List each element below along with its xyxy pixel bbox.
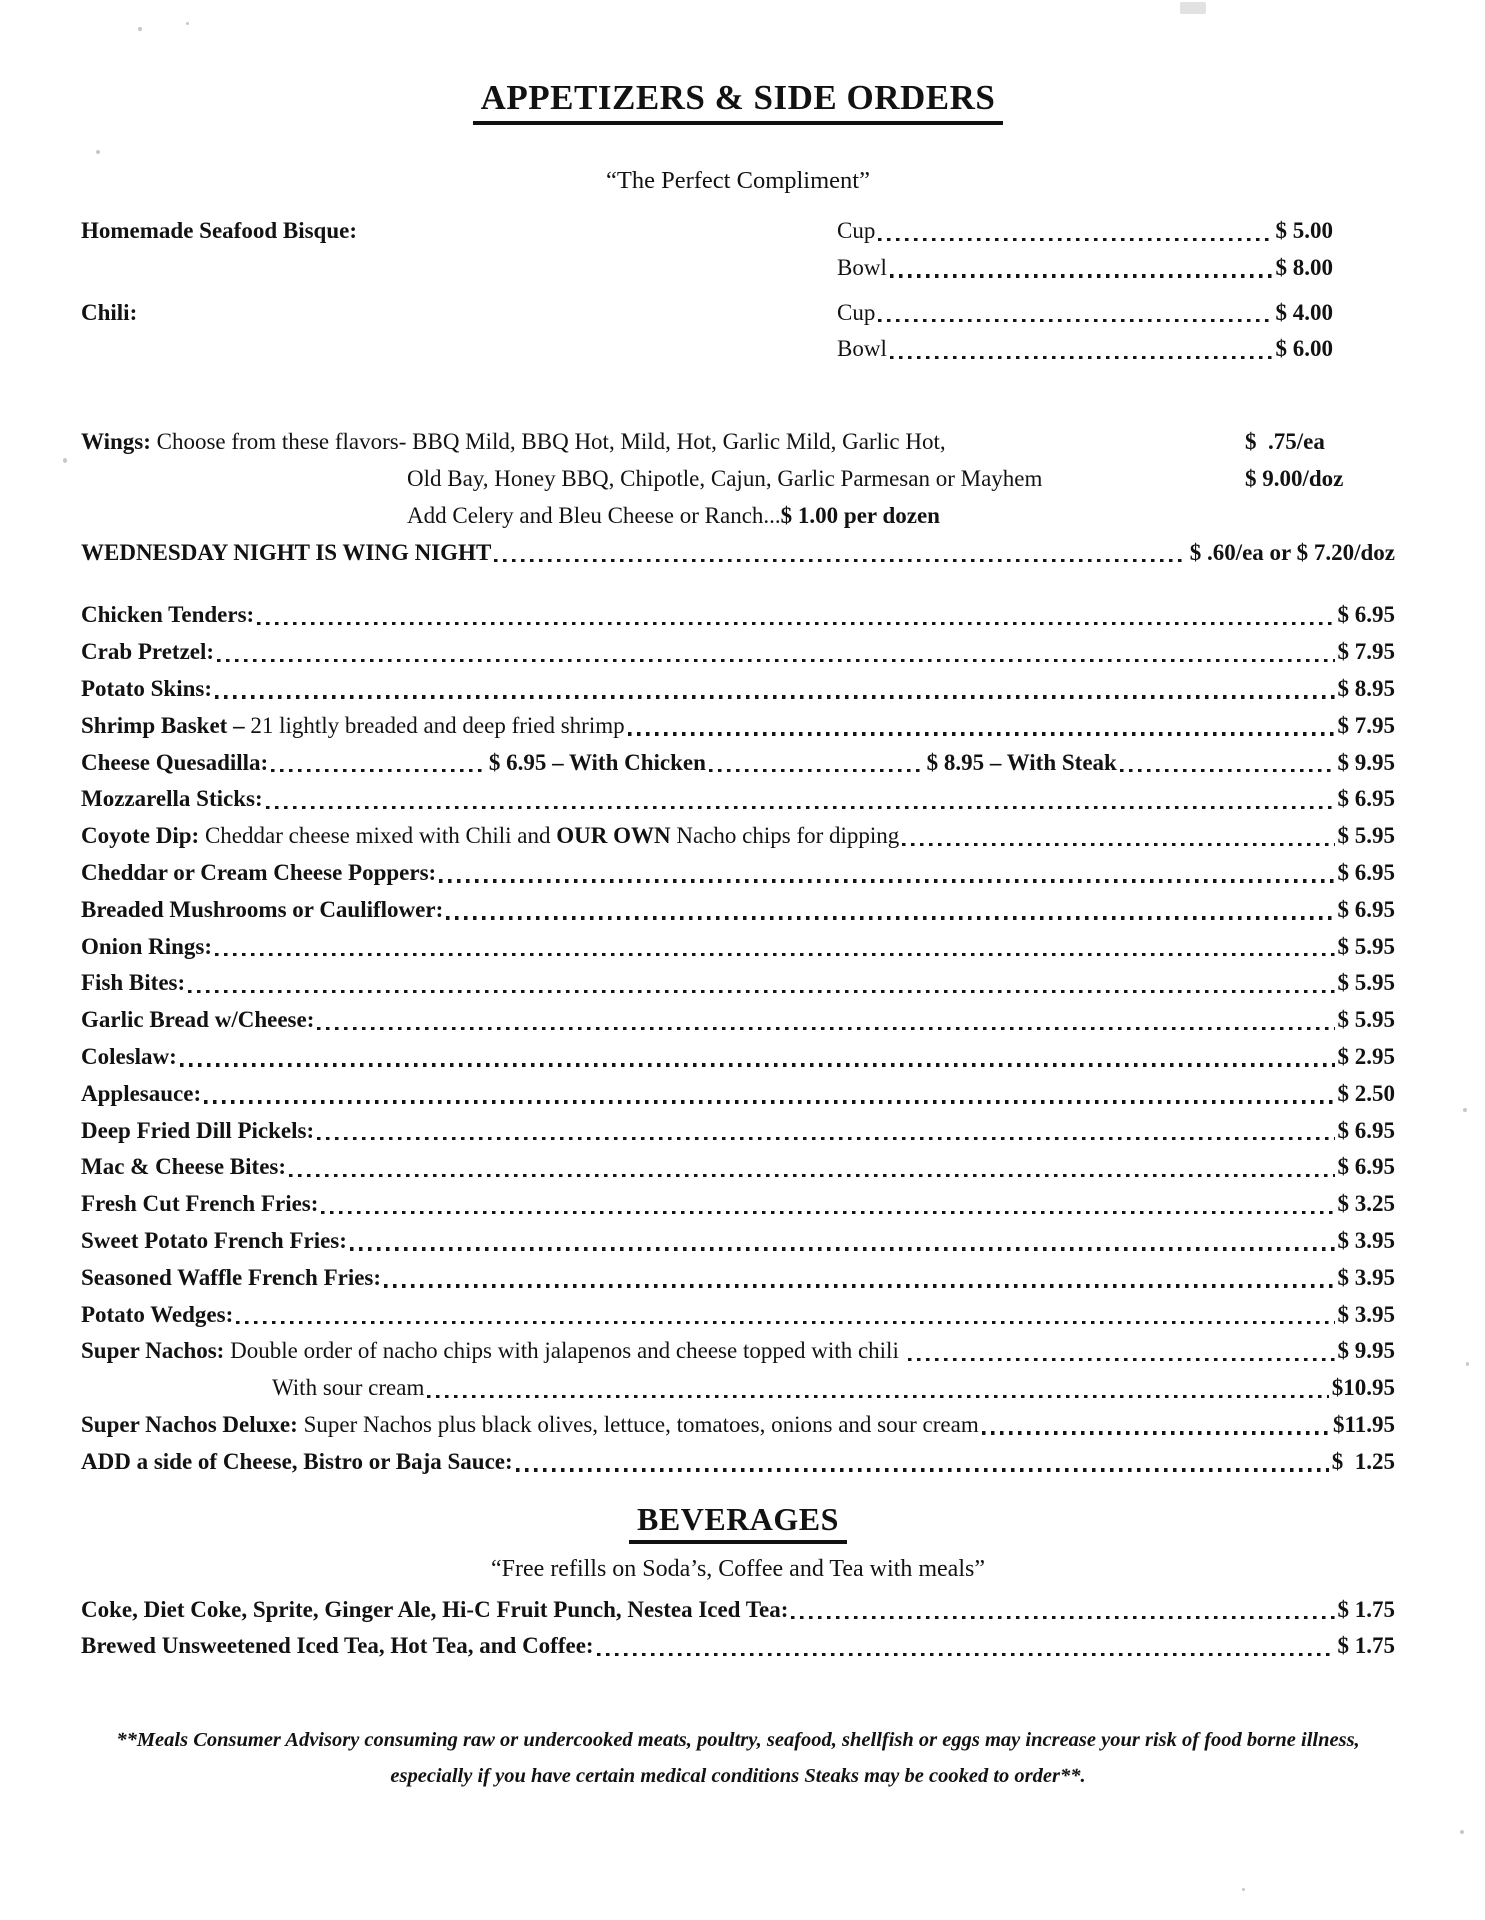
price: $11.95 bbox=[1333, 1412, 1395, 1437]
wings-flavors-2: Old Bay, Honey BBQ, Chipotle, Cajun, Garlic Parmesan or Mayhem bbox=[407, 466, 1043, 492]
scan-speck bbox=[1242, 1888, 1245, 1891]
size-label: Bowl bbox=[837, 336, 887, 362]
scan-speck bbox=[1463, 1108, 1467, 1112]
item-text: Brewed Unsweetened Iced Tea, Hot Tea, and Coffee: bbox=[81, 1633, 594, 1659]
soup-size-row bbox=[837, 331, 1333, 368]
scan-speck bbox=[186, 22, 189, 25]
price: $ 2.95 bbox=[1337, 1044, 1395, 1070]
page-subtitle: “The Perfect Compliment” bbox=[606, 167, 870, 195]
menu-item-row bbox=[81, 671, 1395, 708]
price: $ 3.95 bbox=[1337, 1301, 1395, 1327]
item-text: Super Nachos Deluxe: bbox=[81, 1412, 298, 1437]
dotted-leader bbox=[446, 916, 1334, 919]
item-text: 21 lightly breaded and deep fried shrimp bbox=[250, 712, 625, 738]
price: $ 8.95 bbox=[1337, 676, 1395, 702]
dotted-leader bbox=[439, 879, 1334, 882]
dotted-leader bbox=[217, 659, 1334, 662]
price: $ 6.95 bbox=[1337, 1154, 1395, 1180]
price: $ 6.95 bbox=[1337, 1117, 1395, 1143]
menu-item-row bbox=[81, 708, 1395, 745]
price: $ 5.00 bbox=[1275, 218, 1333, 244]
dotted-leader bbox=[878, 319, 1272, 322]
soup-row bbox=[81, 213, 1395, 287]
dotted-leader bbox=[494, 559, 1186, 562]
item-text: Cheese Quesadilla: bbox=[81, 749, 269, 775]
menu-item-row bbox=[81, 597, 1395, 634]
price: $ 2.50 bbox=[1337, 1080, 1395, 1106]
price: $ 6.95 bbox=[1337, 896, 1395, 922]
item-text: Coyote Dip: bbox=[81, 823, 200, 849]
price: $ 6.95 bbox=[1337, 602, 1395, 628]
item-text: Chicken Tenders: bbox=[81, 602, 255, 628]
item-text: Fish Bites: bbox=[81, 970, 186, 996]
item-text: Super Nachos plus black olives, lettuce, tomatoes, onions and sour cream bbox=[297, 1412, 979, 1437]
price: $ 3.95 bbox=[1337, 1228, 1395, 1254]
price: $ 5.95 bbox=[1337, 970, 1395, 996]
item-text: Fresh Cut French Fries: bbox=[81, 1191, 319, 1217]
dotted-leader bbox=[709, 769, 924, 772]
dotted-leader bbox=[188, 990, 1334, 993]
price: $ 3.95 bbox=[1337, 1264, 1395, 1290]
menu-item-row bbox=[81, 965, 1395, 1002]
dotted-leader bbox=[204, 1100, 1334, 1103]
menu-item-row bbox=[81, 781, 1395, 818]
price: $ 8.00 bbox=[1275, 254, 1333, 280]
menu-item-row bbox=[81, 1039, 1395, 1076]
price: $ 9.95 bbox=[1337, 1338, 1395, 1364]
price: $ 5.95 bbox=[1337, 1007, 1395, 1033]
dotted-leader bbox=[257, 622, 1334, 625]
soup-sizes bbox=[837, 213, 1333, 287]
dotted-leader bbox=[215, 695, 1335, 698]
page-title-wrap bbox=[81, 78, 1395, 125]
wings-line-1 bbox=[81, 424, 1395, 461]
beverages-subtitle: “Free refills on Soda’s, Coffee and Tea with meals” bbox=[491, 1556, 985, 1583]
item-text: Shrimp Basket – bbox=[81, 712, 251, 738]
soup-size-row bbox=[837, 250, 1333, 287]
item-text: Potato Wedges: bbox=[81, 1301, 234, 1327]
dotted-leader bbox=[317, 1137, 1334, 1140]
dotted-leader bbox=[516, 1468, 1329, 1471]
dotted-leader bbox=[597, 1653, 1335, 1656]
menu-item-row bbox=[81, 745, 1395, 782]
item-text: Breaded Mushrooms or Cauliflower: bbox=[81, 896, 444, 922]
price: $ 1.25 bbox=[1331, 1448, 1395, 1474]
dotted-leader bbox=[878, 238, 1272, 241]
soup-section bbox=[81, 213, 1395, 368]
item-text: $ 6.95 – With Chicken bbox=[488, 749, 706, 775]
beverages-title-wrap bbox=[81, 1501, 1395, 1545]
menu-item-row bbox=[81, 1186, 1395, 1223]
dotted-leader bbox=[791, 1616, 1334, 1619]
menu-item-row bbox=[81, 1333, 1395, 1370]
item-text: Potato Skins: bbox=[81, 676, 212, 702]
soup-size-row bbox=[837, 213, 1333, 250]
wing-night-text: WEDNESDAY NIGHT IS WING NIGHT bbox=[81, 539, 492, 565]
soup-size-row bbox=[837, 295, 1333, 332]
price: $ 9.95 bbox=[1337, 749, 1395, 775]
scan-artifact bbox=[1180, 2, 1206, 14]
item-text: Deep Fried Dill Pickels: bbox=[81, 1117, 315, 1143]
dotted-leader bbox=[350, 1247, 1335, 1250]
price: $ 6.00 bbox=[1275, 336, 1333, 362]
advisory-line-2: especially if you have certain medical conditions Steaks may be cooked to order**. bbox=[390, 1765, 1086, 1788]
soup-name: Chili: bbox=[81, 299, 138, 325]
item-text: Sweet Potato French Fries: bbox=[81, 1228, 347, 1254]
price: $ .75/ea bbox=[1245, 429, 1325, 455]
consumer-advisory bbox=[81, 1723, 1395, 1795]
item-text: Mozzarella Sticks: bbox=[81, 786, 263, 812]
menu-item-row bbox=[81, 1444, 1395, 1481]
item-text: OUR OWN bbox=[556, 823, 671, 849]
dotted-leader bbox=[289, 1174, 1334, 1177]
dotted-leader bbox=[427, 1395, 1328, 1398]
menu-item-row bbox=[81, 1628, 1395, 1665]
price: $ 6.95 bbox=[1337, 786, 1395, 812]
beverages-title: BEVERAGES bbox=[629, 1501, 847, 1545]
price: $ 7.95 bbox=[1337, 712, 1395, 738]
dotted-leader bbox=[317, 1027, 1334, 1030]
dotted-leader bbox=[890, 356, 1273, 359]
item-text: $ 8.95 – With Steak bbox=[926, 749, 1117, 775]
soup-row bbox=[81, 295, 1395, 369]
item-text: ADD a side of Cheese, Bistro or Baja Sauce: bbox=[81, 1448, 513, 1474]
dotted-leader bbox=[1120, 769, 1335, 772]
menu-item-row bbox=[81, 855, 1395, 892]
item-text: Nacho chips for dipping bbox=[670, 823, 900, 849]
price: $ .60/ea or $ 7.20/doz bbox=[1189, 539, 1395, 565]
price: $10.95 bbox=[1331, 1375, 1395, 1401]
wings-label: Wings: bbox=[81, 429, 151, 455]
menu-item-row bbox=[81, 892, 1395, 929]
dotted-leader bbox=[215, 953, 1334, 956]
soup-name: Homemade Seafood Bisque: bbox=[81, 218, 357, 244]
dotted-leader bbox=[321, 1211, 1334, 1214]
item-text: Onion Rings: bbox=[81, 933, 213, 959]
price: $ 1.75 bbox=[1337, 1633, 1395, 1659]
advisory-line-1: **Meals Consumer Advisory consuming raw or undercooked meats, poultry, seafood, shellfish or eggs may increase your risk of food borne illness, bbox=[116, 1729, 1360, 1752]
appetizer-items bbox=[81, 597, 1395, 1480]
price: $ 7.95 bbox=[1337, 639, 1395, 665]
menu-item-row bbox=[81, 1297, 1395, 1334]
item-text: Applesauce: bbox=[81, 1080, 202, 1106]
scan-speck bbox=[63, 458, 67, 463]
menu-item-row bbox=[81, 1407, 1395, 1444]
wings-flavors-1: Choose from these flavors- BBQ Mild, BBQ Hot, Mild, Hot, Garlic Mild, Garlic Hot, bbox=[150, 429, 946, 455]
wings-section bbox=[81, 424, 1395, 571]
dotted-leader bbox=[266, 806, 1335, 809]
menu-item-row bbox=[81, 634, 1395, 671]
wings-line-3 bbox=[81, 498, 1395, 535]
size-label: Bowl bbox=[837, 254, 887, 280]
menu-item-row bbox=[81, 1592, 1395, 1629]
dotted-leader bbox=[271, 769, 486, 772]
page-title: APPETIZERS & SIDE ORDERS bbox=[473, 78, 1004, 125]
scan-speck bbox=[96, 150, 100, 154]
price: $ 4.00 bbox=[1275, 299, 1333, 325]
item-text: With sour cream bbox=[272, 1375, 425, 1401]
dotted-leader bbox=[908, 1358, 1335, 1361]
menu-item-row bbox=[81, 1002, 1395, 1039]
wings-addon-price: $ 1.00 per dozen bbox=[780, 502, 940, 528]
menu-item-row bbox=[81, 1223, 1395, 1260]
wings-line-2 bbox=[81, 461, 1395, 498]
dotted-leader bbox=[236, 1321, 1334, 1324]
dotted-leader bbox=[982, 1431, 1330, 1434]
menu-item-row bbox=[81, 1370, 1395, 1407]
item-text: Seasoned Waffle French Fries: bbox=[81, 1264, 382, 1290]
price: $ 5.95 bbox=[1337, 823, 1395, 849]
dotted-leader bbox=[902, 843, 1334, 846]
menu-item-row bbox=[81, 818, 1395, 855]
item-text: Super Nachos: bbox=[81, 1338, 225, 1364]
item-text: Cheddar cheese mixed with Chili and bbox=[199, 823, 557, 849]
dotted-leader bbox=[384, 1284, 1334, 1287]
soup-sizes bbox=[837, 295, 1333, 369]
price: $ 9.00/doz bbox=[1245, 466, 1344, 492]
item-text: Cheddar or Cream Cheese Poppers: bbox=[81, 860, 437, 886]
dotted-leader bbox=[890, 274, 1273, 277]
menu-item-row bbox=[81, 1149, 1395, 1186]
price: $ 6.95 bbox=[1337, 860, 1395, 886]
wings-addon-text: Add Celery and Bleu Cheese or Ranch... bbox=[407, 502, 781, 528]
beverage-items bbox=[81, 1592, 1395, 1666]
scan-speck bbox=[1460, 1830, 1464, 1834]
dotted-leader bbox=[180, 1063, 1335, 1066]
item-text: Coleslaw: bbox=[81, 1044, 177, 1070]
menu-item-row bbox=[81, 1260, 1395, 1297]
dotted-leader bbox=[628, 732, 1335, 735]
menu-item-row bbox=[81, 1076, 1395, 1113]
item-text: Crab Pretzel: bbox=[81, 639, 215, 665]
item-text: Garlic Bread w/Cheese: bbox=[81, 1007, 315, 1033]
scan-speck bbox=[138, 27, 142, 31]
price: $ 3.25 bbox=[1337, 1191, 1395, 1217]
item-text: Coke, Diet Coke, Sprite, Ginger Ale, Hi-C Fruit Punch, Nestea Iced Tea: bbox=[81, 1596, 789, 1622]
menu-item-row bbox=[81, 1113, 1395, 1150]
wing-night-line bbox=[81, 535, 1395, 572]
price: $ 5.95 bbox=[1337, 933, 1395, 959]
item-text: Mac & Cheese Bites: bbox=[81, 1154, 287, 1180]
item-text: Double order of nacho chips with jalapenos and cheese topped with chili bbox=[224, 1338, 905, 1364]
size-label: Cup bbox=[837, 299, 876, 325]
size-label: Cup bbox=[837, 218, 876, 244]
price: $ 1.75 bbox=[1337, 1596, 1395, 1622]
scan-speck bbox=[1466, 1362, 1469, 1366]
menu-item-row bbox=[81, 929, 1395, 966]
